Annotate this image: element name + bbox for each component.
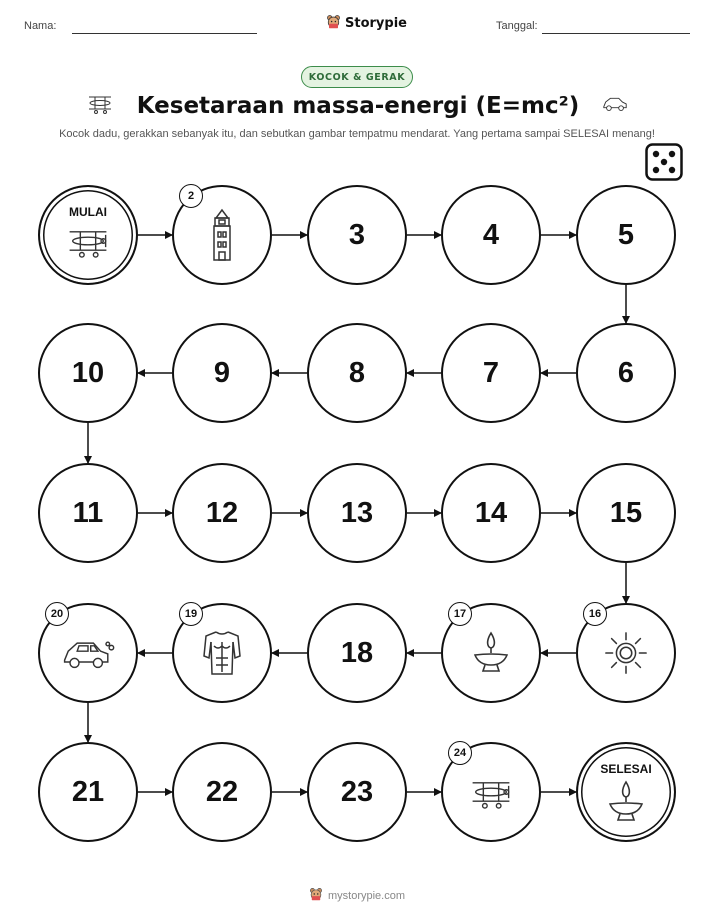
activity-badge: KOCOK & GERAK <box>301 66 413 88</box>
board-square-6 <box>576 323 676 423</box>
car-icon <box>601 93 629 119</box>
car-icon <box>61 634 115 672</box>
date-line <box>542 33 690 34</box>
square-number-badge: 24 <box>448 741 472 765</box>
board-square-13 <box>307 463 407 563</box>
tower-icon <box>210 208 234 262</box>
board-square-17 <box>441 603 541 703</box>
airplane-icon <box>65 223 111 259</box>
square-number-badge: 17 <box>448 602 472 626</box>
date-label: Tanggal: <box>496 20 538 32</box>
square-number: 3 <box>348 218 366 251</box>
board-square-7 <box>441 323 541 423</box>
board-square-14 <box>441 463 541 563</box>
square-number: 4 <box>482 218 500 251</box>
board-square-24 <box>441 742 541 842</box>
square-number: 14 <box>474 496 508 529</box>
square-number: 7 <box>482 356 500 389</box>
board-square-25 <box>576 742 676 842</box>
square-number: 6 <box>617 356 635 389</box>
airplane-icon <box>85 92 115 120</box>
board-square-16 <box>576 603 676 703</box>
footer <box>0 887 714 904</box>
board-square-2 <box>172 185 272 285</box>
page-title: Kesetaraan massa-energi (E=mc²) <box>136 93 580 119</box>
board-square-4 <box>441 185 541 285</box>
oil-lamp-icon <box>606 780 646 824</box>
square-number: 23 <box>340 775 374 808</box>
title-row <box>0 92 714 120</box>
board-square-10 <box>38 323 138 423</box>
board-square-21 <box>38 742 138 842</box>
board-square-1 <box>38 185 138 285</box>
name-label: Nama: <box>24 20 57 32</box>
square-number: 8 <box>348 356 366 389</box>
board-square-19 <box>172 603 272 703</box>
board-square-18 <box>307 603 407 703</box>
square-number: 9 <box>213 356 231 389</box>
board-square-15 <box>576 463 676 563</box>
oil-lamp-icon <box>471 631 511 675</box>
square-number: 11 <box>72 496 104 529</box>
board-square-20 <box>38 603 138 703</box>
square-number-badge: 20 <box>45 602 69 626</box>
footer-url: mystorypie.com <box>327 889 406 902</box>
board-square-22 <box>172 742 272 842</box>
square-number-badge: 16 <box>583 602 607 626</box>
name-line <box>72 33 257 34</box>
square-number: 21 <box>71 775 105 808</box>
board-square-12 <box>172 463 272 563</box>
bear-icon <box>309 887 323 904</box>
board-square-11 <box>38 463 138 563</box>
square-number: 10 <box>71 356 105 389</box>
square-number: 15 <box>609 496 643 529</box>
finish-label: SELESAI <box>600 762 652 776</box>
square-number: 22 <box>205 775 239 808</box>
board-square-9 <box>172 323 272 423</box>
square-number: 18 <box>340 636 374 669</box>
board-square-8 <box>307 323 407 423</box>
torso-icon <box>200 628 244 678</box>
square-number-badge: 19 <box>179 602 203 626</box>
square-number: 12 <box>205 496 239 529</box>
sun-icon <box>603 630 649 676</box>
bear-icon <box>326 14 341 33</box>
board-square-23 <box>307 742 407 842</box>
airplane-icon <box>468 774 514 810</box>
brand-name: Storypie <box>345 16 407 31</box>
square-number-badge: 2 <box>179 184 203 208</box>
dice-icon <box>645 143 683 181</box>
square-number: 5 <box>617 218 635 251</box>
start-label: MULAI <box>69 205 107 219</box>
board-square-3 <box>307 185 407 285</box>
instructions: Kocok dadu, gerakkan sebanyak itu, dan sebutkan gambar tempatmu mendarat. Yang pertama sampai SELESAI menang! <box>59 128 655 140</box>
square-number: 13 <box>340 496 374 529</box>
brand <box>326 14 407 33</box>
board-square-5 <box>576 185 676 285</box>
